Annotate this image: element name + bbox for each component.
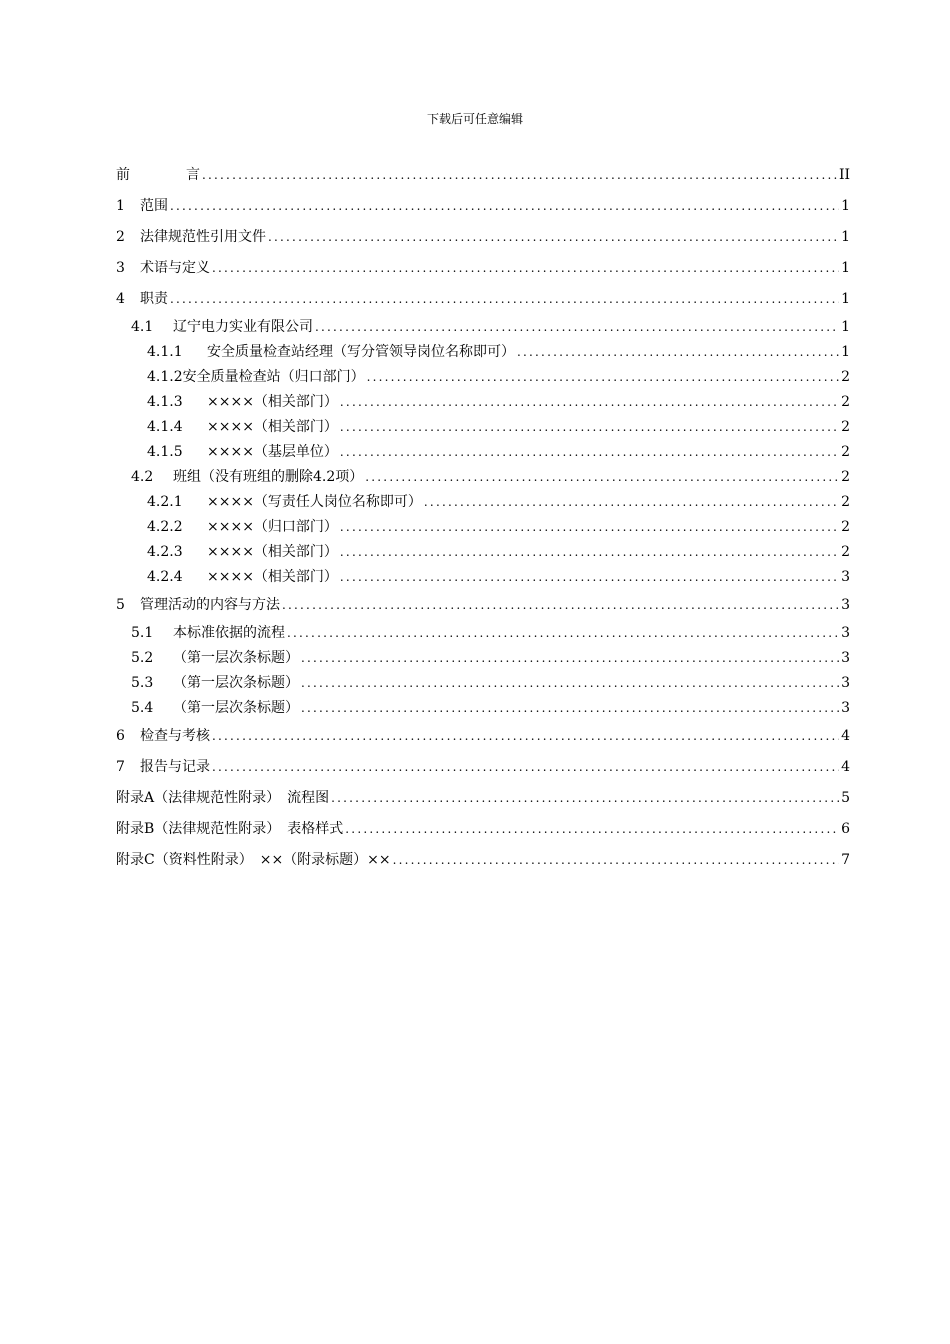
- toc-entry-page: 1: [841, 344, 850, 360]
- toc-entry-number: 2: [116, 229, 125, 245]
- toc-dot-leader: [301, 671, 839, 696]
- toc-entry-number: 4.2.2: [147, 519, 183, 535]
- toc-entry-page: 2: [841, 369, 850, 385]
- toc-entry[interactable]: [116, 315, 850, 340]
- toc-entry[interactable]: [116, 191, 850, 222]
- toc-entry-title: 附录B（法律规范性附录） 表格样式: [116, 821, 344, 837]
- toc-entry-page: 1: [841, 198, 850, 214]
- toc-entry-number: 5.3: [131, 675, 154, 691]
- toc-entry-number: 4.1.5: [147, 444, 183, 460]
- toc-dot-leader: [393, 845, 839, 876]
- toc-entry[interactable]: [116, 783, 850, 814]
- toc-entry[interactable]: [116, 390, 850, 415]
- toc-dot-leader: [212, 253, 839, 284]
- toc-entry-number: 4: [116, 291, 125, 307]
- toc-dot-leader: [287, 621, 839, 646]
- toc-entry-label: [147, 365, 365, 390]
- toc-entry-title: （第一层次条标题）: [173, 700, 299, 716]
- toc-entry-number: 4.2.1: [147, 494, 183, 510]
- toc-entry-label: [131, 671, 299, 696]
- toc-entry-number: 3: [116, 260, 125, 276]
- toc-dot-leader: [340, 565, 839, 590]
- toc-entry-title: 职责: [140, 291, 168, 307]
- toc-entry-page: 2: [841, 494, 850, 510]
- toc-entry-label: [116, 783, 329, 814]
- toc-entry-label: [131, 646, 299, 671]
- toc-entry-number: 4.2.3: [147, 544, 183, 560]
- toc-entry-number: 5.2: [131, 650, 154, 666]
- toc-entry[interactable]: [116, 646, 850, 671]
- toc-entry-page: 2: [841, 419, 850, 435]
- toc-entry-title: ××××（相关部门）: [207, 544, 338, 560]
- toc-entry[interactable]: [116, 340, 850, 365]
- toc-entry-title: ××××（相关部门）: [207, 419, 338, 435]
- toc-entry-number: 4.2: [131, 469, 154, 485]
- toc-entry-number: 7: [116, 759, 125, 775]
- toc-entry-label: [116, 222, 266, 253]
- toc-dot-leader: [340, 390, 839, 415]
- toc-entry-page: II: [838, 167, 850, 183]
- toc-entry-title: ××××（写责任人岗位名称即可）: [207, 494, 422, 510]
- toc-entry-number: 4.1.3: [147, 394, 183, 410]
- toc-dot-leader: [340, 540, 839, 565]
- toc-dot-leader: [424, 490, 839, 515]
- toc-entry[interactable]: [116, 253, 850, 284]
- toc-entry-label: [147, 490, 422, 515]
- toc-entry-page: 1: [841, 260, 850, 276]
- toc-entry-page: 3: [841, 625, 850, 641]
- toc-entry[interactable]: [116, 465, 850, 490]
- toc-entry[interactable]: [116, 365, 850, 390]
- toc-dot-leader: [301, 696, 839, 721]
- toc-entry-label: [116, 160, 200, 191]
- toc-entry-label: [147, 515, 338, 540]
- toc-entry[interactable]: [116, 671, 850, 696]
- toc-entry-title: （第一层次条标题）: [173, 650, 299, 666]
- toc-entry-label: [116, 253, 210, 284]
- toc-entry-number: 6: [116, 728, 125, 744]
- toc-entry-label: [131, 465, 363, 490]
- toc-entry-number: 5: [116, 597, 125, 613]
- toc-dot-leader: [212, 721, 839, 752]
- toc-entry-number: 5.4: [131, 700, 154, 716]
- toc-dot-leader: [202, 160, 837, 191]
- toc-dot-leader: [268, 222, 839, 253]
- toc-entry[interactable]: [116, 490, 850, 515]
- toc-entry[interactable]: [116, 565, 850, 590]
- toc-dot-leader: [170, 191, 839, 222]
- page-header: 下载后可任意编辑: [426, 112, 523, 126]
- toc-entry-title: 辽宁电力实业有限公司: [173, 319, 313, 335]
- toc-entry-title: ××××（相关部门）: [207, 569, 338, 585]
- toc-entry[interactable]: [116, 222, 850, 253]
- toc-entry-title: 4.1.2安全质量检查站（归口部门）: [147, 369, 365, 385]
- toc-entry-page: 3: [841, 597, 850, 613]
- toc-entry-label: [147, 540, 338, 565]
- toc-entry-page: 2: [841, 394, 850, 410]
- toc-entry-page: 2: [841, 469, 850, 485]
- toc-dot-leader: [212, 752, 839, 783]
- toc-entry-title: ××××（基层单位）: [207, 444, 338, 460]
- toc-entry[interactable]: [116, 845, 850, 876]
- toc-entry-page: 2: [841, 519, 850, 535]
- toc-entry-page: 3: [841, 569, 850, 585]
- toc-entry-label: [116, 284, 168, 315]
- toc-entry-label: [131, 621, 285, 646]
- toc-dot-leader: [282, 590, 839, 621]
- toc-entry-label: [147, 565, 338, 590]
- toc-entry[interactable]: [116, 160, 850, 191]
- toc-entry-page: 7: [841, 852, 850, 868]
- toc-entry-number: 5.1: [131, 625, 154, 641]
- toc-entry[interactable]: [116, 696, 850, 721]
- toc-entry-title: 附录A（法律规范性附录） 流程图: [116, 790, 330, 806]
- toc-entry[interactable]: [116, 721, 850, 752]
- toc-entry-page: 4: [841, 759, 850, 775]
- toc-dot-leader: [340, 440, 839, 465]
- toc-entry-label: [116, 814, 343, 845]
- toc-entry[interactable]: [116, 621, 850, 646]
- toc-entry-label: [147, 390, 338, 415]
- toc-entry-title: 检查与考核: [140, 728, 210, 744]
- toc-entry-label: [131, 315, 313, 340]
- toc-entry-label: [147, 415, 338, 440]
- toc-entry-title: 前 言: [116, 167, 200, 183]
- toc-entry[interactable]: [116, 415, 850, 440]
- toc-entry[interactable]: [116, 440, 850, 465]
- toc-entry-label: [147, 340, 515, 365]
- toc-dot-leader: [315, 315, 839, 340]
- toc-entry-page: 1: [841, 229, 850, 245]
- toc-dot-leader: [301, 646, 839, 671]
- toc-entry-title: ××××（归口部门）: [207, 519, 338, 535]
- toc-entry-title: 范围: [140, 198, 168, 214]
- toc-entry-title: （第一层次条标题）: [173, 675, 299, 691]
- toc-entry-title: 管理活动的内容与方法: [140, 597, 280, 613]
- toc-entry-label: [116, 191, 168, 222]
- toc-dot-leader: [517, 340, 839, 365]
- table-of-contents: [116, 160, 850, 876]
- toc-entry-page: 1: [841, 319, 850, 335]
- toc-entry-page: 1: [841, 291, 850, 307]
- toc-entry-title: 术语与定义: [140, 260, 210, 276]
- toc-entry-title: 法律规范性引用文件: [140, 229, 266, 245]
- toc-entry-number: 4.2.4: [147, 569, 183, 585]
- toc-entry[interactable]: [116, 814, 850, 845]
- toc-entry-title: 报告与记录: [140, 759, 210, 775]
- toc-entry-page: 5: [841, 790, 850, 806]
- toc-entry-number: 1: [116, 198, 125, 214]
- toc-entry-title: ××××（相关部门）: [207, 394, 338, 410]
- toc-entry-page: 3: [841, 700, 850, 716]
- toc-entry-title: 附录C（资料性附录） ××（附录标题）××: [116, 852, 391, 868]
- toc-entry[interactable]: [116, 540, 850, 565]
- toc-entry-number: 4.1.4: [147, 419, 183, 435]
- toc-entry-label: [116, 845, 391, 876]
- toc-dot-leader: [331, 783, 839, 814]
- toc-entry-number: 4.1.1: [147, 344, 183, 360]
- toc-entry[interactable]: [116, 752, 850, 783]
- toc-entry[interactable]: [116, 284, 850, 315]
- toc-entry[interactable]: [116, 590, 850, 621]
- toc-dot-leader: [345, 814, 839, 845]
- toc-entry-title: 班组（没有班组的删除4.2项）: [173, 469, 364, 485]
- toc-dot-leader: [365, 465, 839, 490]
- toc-entry-label: [116, 590, 280, 621]
- toc-entry-page: 6: [841, 821, 850, 837]
- toc-entry-label: [116, 752, 210, 783]
- toc-entry-page: 2: [841, 444, 850, 460]
- toc-entry-number: 4.1: [131, 319, 154, 335]
- toc-entry-title: 安全质量检查站经理（写分管领导岗位名称即可）: [207, 344, 515, 360]
- toc-entry-page: 3: [841, 675, 850, 691]
- toc-entry-label: [147, 440, 338, 465]
- toc-dot-leader: [367, 365, 839, 390]
- toc-entry-label: [131, 696, 299, 721]
- toc-dot-leader: [340, 515, 839, 540]
- toc-entry-title: 本标准依据的流程: [173, 625, 285, 641]
- toc-dot-leader: [340, 415, 839, 440]
- toc-entry[interactable]: [116, 515, 850, 540]
- toc-entry-page: 3: [841, 650, 850, 666]
- toc-entry-page: 4: [841, 728, 850, 744]
- toc-entry-label: [116, 721, 210, 752]
- toc-dot-leader: [170, 284, 839, 315]
- toc-entry-page: 2: [841, 544, 850, 560]
